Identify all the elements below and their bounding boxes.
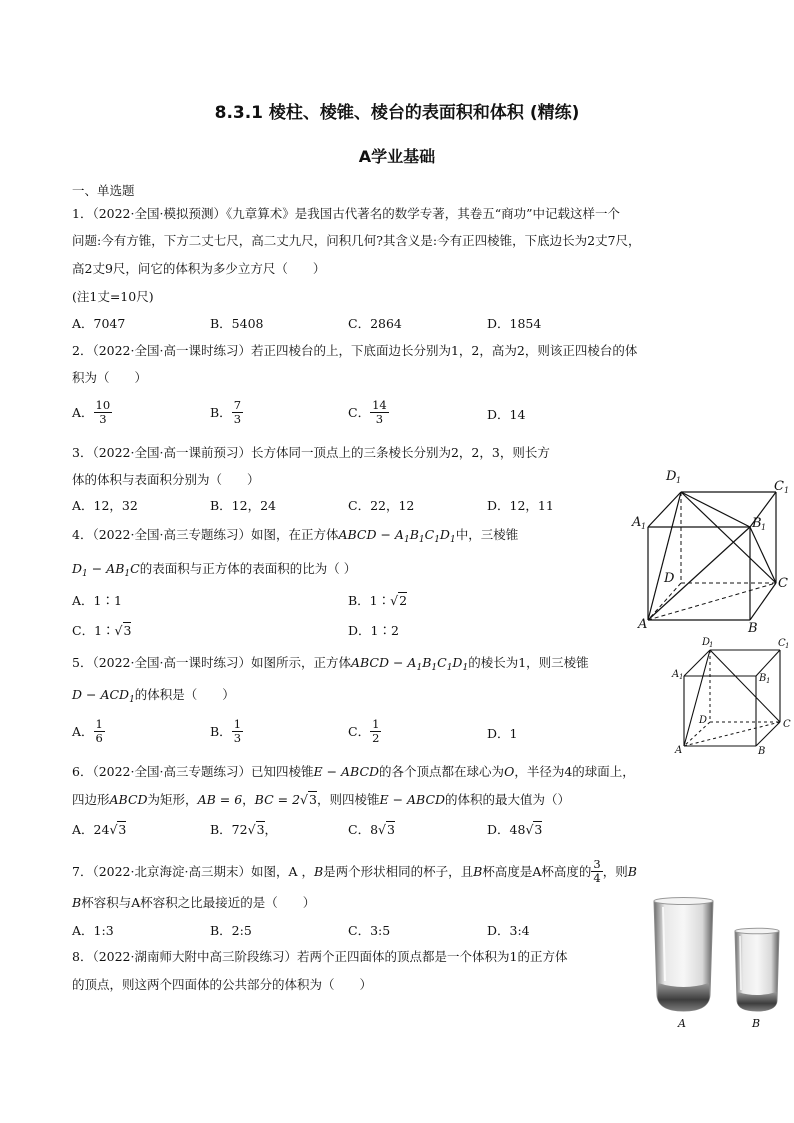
q5-option-c[interactable] — [348, 718, 381, 745]
math-text: D − ACD — [72, 687, 130, 702]
q2-option-a[interactable] — [72, 399, 112, 426]
sqrt-symbol: √ — [525, 822, 534, 837]
vertex-label-c1: C — [774, 479, 784, 494]
fraction-denominator: 3 — [233, 731, 242, 745]
q5-cube-name — [350, 655, 469, 673]
page-title: 8.3.1 棱柱、棱锥、棱台的表面积和体积 (精练) — [214, 103, 580, 123]
subscript: 1 — [434, 535, 440, 545]
q5-option-b[interactable] — [210, 718, 243, 745]
sqrt-radicand: 3 — [256, 822, 265, 837]
q7-option-d[interactable]: D．3:4 — [487, 923, 530, 938]
cube-figure-q4 — [628, 462, 794, 634]
cups-figure-q7 — [648, 893, 794, 1033]
q5-option-a-fraction — [94, 718, 105, 745]
vertex-subscript: 1 — [676, 476, 682, 485]
q2-option-c[interactable] — [348, 399, 389, 426]
fraction-denominator: 3 — [99, 412, 107, 426]
vertex-label-b: B — [748, 621, 758, 634]
q4-text: 的表面积与正方体的表面积的比为（ ） — [139, 561, 357, 576]
q7-text: 杯高度是A杯高度的 — [482, 863, 592, 879]
vertex-label-a: A — [675, 745, 683, 756]
subscript: 1 — [416, 663, 423, 673]
q5-pyramid-name — [72, 687, 135, 705]
subscript: 1 — [129, 695, 135, 705]
q1-option-d[interactable]: D．1854 — [487, 316, 542, 331]
q7-text: ，则 — [602, 863, 628, 879]
q5-text: 的体积是（ ） — [134, 687, 235, 702]
q6-option-b[interactable] — [210, 823, 277, 837]
q2-option-c-fraction — [370, 399, 389, 426]
vertex-label-d: D — [664, 571, 675, 586]
vertex-subscript: 1 — [679, 673, 684, 681]
q2-option-b-label: B． — [210, 404, 232, 420]
vertex-label-b1: B — [752, 516, 762, 531]
math-text: ABCD — [109, 792, 148, 807]
q6-option-d[interactable] — [487, 823, 542, 837]
q4-option-b[interactable] — [348, 594, 407, 608]
q5-option-b-fraction — [232, 718, 243, 745]
subscript: 1 — [449, 535, 456, 545]
q7-option-a[interactable]: A．1:3 — [72, 923, 114, 938]
q1-option-a[interactable]: A．7047 — [72, 316, 126, 331]
fraction-numerator: 1 — [372, 717, 380, 731]
cup-b — [735, 928, 779, 1011]
q5-option-c-fraction — [370, 718, 381, 745]
vertex-label-c1: C — [778, 638, 786, 649]
q4-option-d[interactable]: D．1∶2 — [348, 623, 399, 638]
math-text: − AB — [87, 561, 125, 576]
q5-text: 5．（2022·全国·高一课时练习）如图所示，正方体 — [72, 655, 351, 670]
q6-text: 四边形 — [72, 792, 110, 807]
sqrt-radicand: 3 — [309, 792, 317, 807]
q6-line2 — [72, 793, 570, 807]
q3-option-b[interactable]: B．12，24 — [210, 498, 276, 513]
math-text: E − ABCD — [379, 792, 446, 807]
option-label: C． — [348, 723, 371, 739]
cube-figure-q5 — [670, 634, 794, 756]
cup-label-a: A — [678, 1017, 686, 1030]
q3-line1: 3．（2022·全国·高一课前预习）长方体同一顶点上的三条棱长分别为2，2，3，则长方 — [72, 445, 550, 460]
option-label: B．1∶ — [348, 593, 391, 608]
math-text: O — [504, 764, 515, 779]
option-label: C．1∶ — [72, 623, 115, 638]
sqrt-radicand: 2 — [399, 593, 408, 608]
option-comma: ， — [264, 822, 278, 837]
q6-text: 6．（2022·全国·高三专题练习）已知四棱锥 — [72, 764, 314, 779]
vertex-label-d1: D — [666, 469, 677, 484]
sqrt-radicand: 3 — [118, 822, 127, 837]
math-text: B — [627, 863, 637, 879]
math-text: D — [72, 561, 83, 576]
q1-option-c[interactable]: C．2864 — [348, 316, 402, 331]
q2-option-a-label: A． — [72, 404, 94, 420]
q2-line2: 积为（ ） — [72, 370, 148, 385]
math-text: B — [422, 655, 432, 670]
vertex-label-a1: A — [672, 669, 680, 680]
fraction-denominator: 3 — [233, 412, 242, 426]
option-label: A．24 — [72, 822, 110, 837]
vertex-label-a1: A — [632, 515, 642, 530]
sqrt-radicand: 3 — [534, 822, 543, 837]
option-label: A． — [72, 723, 94, 739]
vertex-subscript: 1 — [641, 522, 647, 531]
math-text: C — [437, 655, 447, 670]
vertex-subscript: 1 — [785, 642, 790, 650]
subscript: 1 — [82, 569, 88, 579]
subscript: 1 — [431, 663, 438, 673]
q7-option-c[interactable]: C．3:5 — [348, 923, 391, 938]
math-text: C — [130, 561, 140, 576]
math-text: B — [72, 895, 82, 910]
sqrt-symbol: √ — [114, 623, 123, 638]
sqrt-symbol: √ — [300, 792, 308, 807]
q2-option-d[interactable]: D．14 — [487, 407, 526, 422]
q5-option-d[interactable]: D．1 — [487, 726, 518, 741]
q4-text: 中，三棱锥 — [455, 527, 519, 542]
subscript: 1 — [124, 569, 131, 579]
q6-text: 的体积的最大值为（） — [445, 792, 571, 807]
sqrt-symbol: √ — [390, 593, 399, 608]
q2-option-b[interactable] — [210, 399, 243, 426]
q4-cube-name — [338, 527, 456, 545]
section-heading: 一、单选题 — [72, 183, 135, 198]
fraction-numerator: 7 — [233, 398, 242, 412]
q5-line2 — [72, 687, 235, 705]
subscript: 1 — [462, 663, 469, 673]
subscript: 1 — [446, 663, 453, 673]
vertex-subscript: 1 — [766, 677, 771, 685]
q1-line1: 1．（2022·全国·模拟预测）《九章算术》是我国古代著名的数学专著，其卷五“商功”中记载这样一个 — [72, 206, 620, 221]
math-text: B — [409, 527, 419, 542]
q6-text: ， — [242, 792, 255, 807]
q6-line1 — [72, 765, 635, 779]
fraction-numerator: 1 — [95, 717, 103, 731]
vertex-label-b: B — [758, 746, 766, 756]
fraction-numerator: 10 — [95, 398, 111, 412]
q5-text: 的棱长为1，则三棱锥 — [468, 655, 589, 670]
math-text: ABCD − A — [338, 527, 404, 542]
sqrt-symbol: √ — [378, 822, 386, 837]
q7-text: 杯容积与A杯容积之比最接近的是（ ） — [81, 895, 316, 910]
vertex-subscript: 1 — [761, 523, 767, 532]
vertex-label-c: C — [783, 719, 791, 730]
q3-option-a[interactable]: A．12，32 — [72, 498, 138, 513]
q5-line1 — [72, 655, 589, 673]
q4-pyramid-name — [72, 561, 140, 579]
fraction-denominator: 4 — [593, 871, 601, 885]
q1-line3: 高2丈9尺，问它的体积为多少立方尺（ ） — [72, 261, 326, 276]
q1-line2: 问题:今有方锥，下方二丈七尺，高二丈九尺，问积几何?其含义是:今有正四棱锥，下底边长为2丈7尺， — [72, 233, 641, 248]
q6-text: ，半径为4的球面上， — [514, 764, 635, 779]
vertex-label-a: A — [638, 617, 648, 632]
vertex-label-b1: B — [759, 673, 767, 684]
q5-option-a[interactable] — [72, 718, 105, 745]
fraction-numerator: 14 — [372, 398, 387, 412]
fraction-denominator: 3 — [375, 412, 384, 426]
q7-text: 是两个形状相同的杯子，且 — [323, 863, 474, 879]
q1-option-b[interactable]: B．5408 — [210, 316, 264, 331]
sqrt-symbol: √ — [247, 822, 256, 837]
q4-line2 — [72, 561, 357, 579]
q2-option-a-fraction — [94, 399, 113, 426]
math-text: D — [439, 527, 450, 542]
q4-option-a[interactable]: A．1∶1 — [72, 593, 122, 608]
q7-fraction — [591, 858, 602, 885]
q4-option-c[interactable] — [72, 624, 131, 638]
q6-text: ，则四棱锥 — [316, 792, 380, 807]
math-text: ABCD − A — [350, 655, 417, 670]
vertex-label-d1: D — [702, 637, 711, 648]
math-text: D — [452, 655, 463, 670]
sqrt-symbol: √ — [109, 822, 118, 837]
cup-a — [654, 898, 713, 1012]
q3-line2: 体的体积与表面积分别为（ ） — [72, 472, 260, 487]
vertex-label-d: D — [699, 715, 708, 726]
q6-text: 的各个顶点都在球心为 — [379, 764, 505, 779]
subscript: 1 — [418, 535, 425, 545]
fraction-denominator: 6 — [95, 731, 103, 745]
fraction-denominator: 2 — [372, 731, 380, 745]
q7-line2 — [72, 896, 315, 910]
q7-text: 7．（2022·北京海淀·高三期末）如图，A ， — [72, 863, 314, 879]
vertex-subscript: 1 — [709, 641, 714, 649]
q3-option-d[interactable]: D．12，11 — [487, 498, 554, 513]
fraction-numerator: 1 — [233, 717, 242, 731]
page-subtitle: A学业基础 — [358, 147, 436, 166]
math-text: BC = 2 — [254, 792, 301, 807]
q2-option-c-label: C． — [348, 404, 371, 420]
q8-line1: 8．（2022·湖南师大附中高三阶段练习）若两个正四面体的顶点都是一个体积为1的正方体 — [72, 949, 568, 964]
q2-line1: 2．（2022·全国·高一课时练习）若正四棱台的上，下底面边长分别为1，2，高为2，则该正四棱台的体 — [72, 343, 638, 358]
fraction-numerator: 3 — [593, 857, 601, 871]
q6-option-a[interactable] — [72, 823, 126, 837]
vertex-label-c: C — [778, 576, 788, 591]
q7-line1 — [72, 858, 637, 885]
option-label: B． — [210, 723, 232, 739]
vertex-subscript: 1 — [784, 486, 790, 495]
sqrt-radicand: 3 — [123, 623, 132, 638]
subscript: 1 — [403, 535, 410, 545]
q1-note: (注1丈=10尺) — [72, 289, 154, 304]
math-text: B — [473, 863, 483, 879]
q4-text: 4．（2022·全国·高三专题练习）如图，在正方体 — [72, 527, 339, 542]
math-text: E − ABCD — [313, 764, 380, 779]
cup-label-b: B — [752, 1017, 761, 1030]
q8-line2: 的顶点，则这两个四面体的公共部分的体积为（ ） — [72, 977, 373, 992]
q6-option-c[interactable] — [348, 823, 395, 837]
q2-option-b-fraction — [232, 399, 243, 426]
math-text: C — [424, 527, 435, 542]
q3-option-c[interactable]: C．22，12 — [348, 498, 415, 513]
math-text: AB = 6 — [197, 792, 243, 807]
sqrt-radicand: 3 — [387, 822, 395, 837]
option-label: D．48 — [487, 822, 526, 837]
q4-line1 — [72, 527, 519, 545]
option-label: B．72 — [210, 822, 248, 837]
q6-text: 为矩形， — [147, 792, 198, 807]
math-text: B — [313, 863, 324, 879]
option-label: C．8 — [348, 822, 379, 837]
q7-option-b[interactable]: B．2:5 — [210, 923, 252, 938]
